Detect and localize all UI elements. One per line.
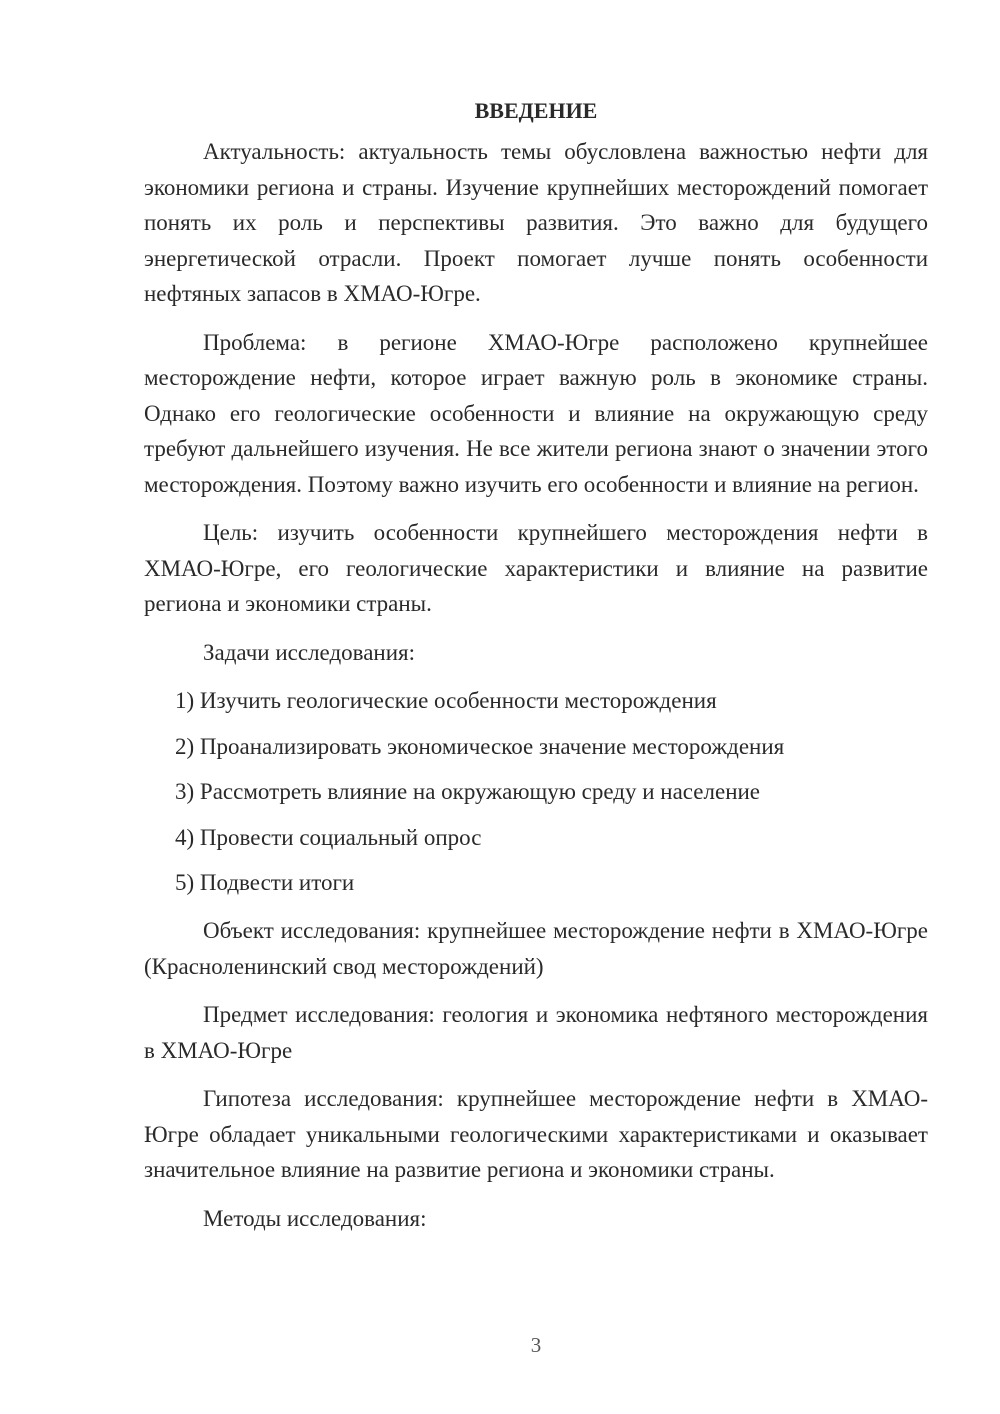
paragraph-relevance: Актуальность: актуальность темы обусловлена важностью нефти для экономики региона и страны. Изучение крупнейших месторождений помогает понять их роль и перспективы развития. Это важно для будущего энергетической отрасли. Проект помогает лучше понять особенности нефтяных запасов в ХМАО-Югре. xyxy=(144,139,928,306)
page-title: ВВЕДЕНИЕ xyxy=(474,98,598,123)
paragraph-hypothesis: Гипотеза исследования: крупнейшее месторождение нефти в ХМАО-Югре обладает уникальными геологическими характеристиками и оказывает значительное влияние на развитие региона и экономики страны. xyxy=(144,1086,928,1182)
tasks-list xyxy=(144,683,928,900)
list-item: 3) Рассмотреть влияние на окружающую среду и население xyxy=(175,779,761,804)
paragraph-subject: Предмет исследования: геология и экономика нефтяного месторождения в ХМАО-Югре xyxy=(144,1002,928,1063)
methods-heading: Методы исследования: xyxy=(203,1205,427,1231)
list-item: 2) Проанализировать экономическое значение месторождения xyxy=(175,733,785,759)
paragraph-object: Объект исследования: крупнейшее месторождение нефти в ХМАО-Югре (Красноленинский свод месторождений) xyxy=(144,918,928,979)
page-content xyxy=(144,96,928,1249)
paragraph-problem: Проблема: в регионе ХМАО-Югре расположено крупнейшее месторождение нефти, которое играет важную роль в экономике страны. Однако его геологические особенности и влияние на окружающую среду требуют дальнейшего изучения. Не все жители региона знают о значении этого месторождения. Поэтому важно изучить его особенности и влияние на регион. xyxy=(144,329,928,497)
tasks-heading: Задачи исследования: xyxy=(203,639,416,665)
paragraph-goal: Цель: изучить особенности крупнейшего месторождения нефти в ХМАО-Югре, его геологические характеристики и влияние на развитие региона и экономики страны. xyxy=(144,520,928,616)
list-item: 5) Подвести итоги xyxy=(175,870,355,895)
list-item: 4) Провести социальный опрос xyxy=(175,824,482,850)
page-number: 3 xyxy=(530,1333,542,1357)
list-item: 1) Изучить геологические особенности месторождения xyxy=(175,688,717,713)
